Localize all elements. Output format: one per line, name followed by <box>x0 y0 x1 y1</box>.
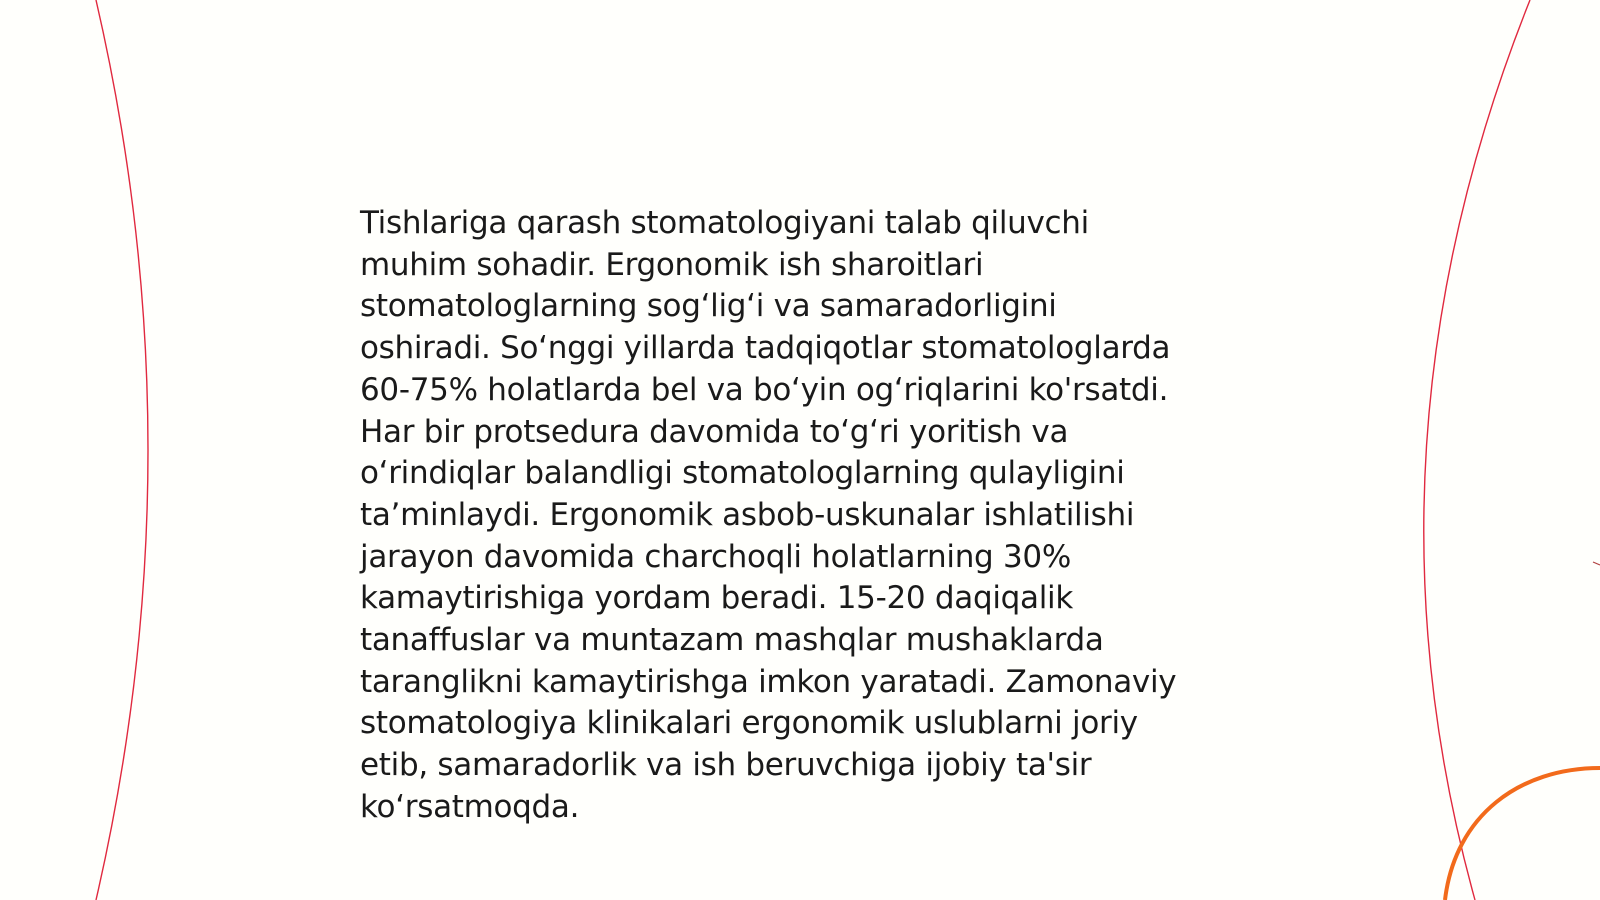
body-paragraph: Tishlariga qarash stomatologiyani talab qiluvchi muhim sohadir. Ergonomik ish sharoitlari stomatologlarning sog‘lig‘i va samaradorligini oshiradi. So‘nggi yillarda tadqiqotlar stomatologlarda 60-75% holatlarda bel va bo‘yin og‘riqlarini ko'rsatdi. Har bir protsedura davomida to‘g‘ri yoritish va o‘rindiqlar balandligi stomatologlarning qulayligini ta’minlaydi. Ergonomik asbob-uskunalar ishlatilishi jarayon davomida charchoqli holatlarning 30% kamaytirishiga yordam beradi. 15-20 daqiqalik tanaffuslar va muntazam mashqlar mushaklarda taranglikni kamaytirishga imkon yaratadi. Zamonaviy stomatologiya klinikalari ergonomik uslublarni joriy etib, samaradorlik va ish beruvchiga ijobiy ta'sir ko‘rsatmoqda. <box>360 205 1177 825</box>
edge-tick <box>1593 562 1600 565</box>
right-curve <box>1424 0 1530 900</box>
orange-arc <box>1445 768 1600 900</box>
left-curve <box>96 0 148 900</box>
